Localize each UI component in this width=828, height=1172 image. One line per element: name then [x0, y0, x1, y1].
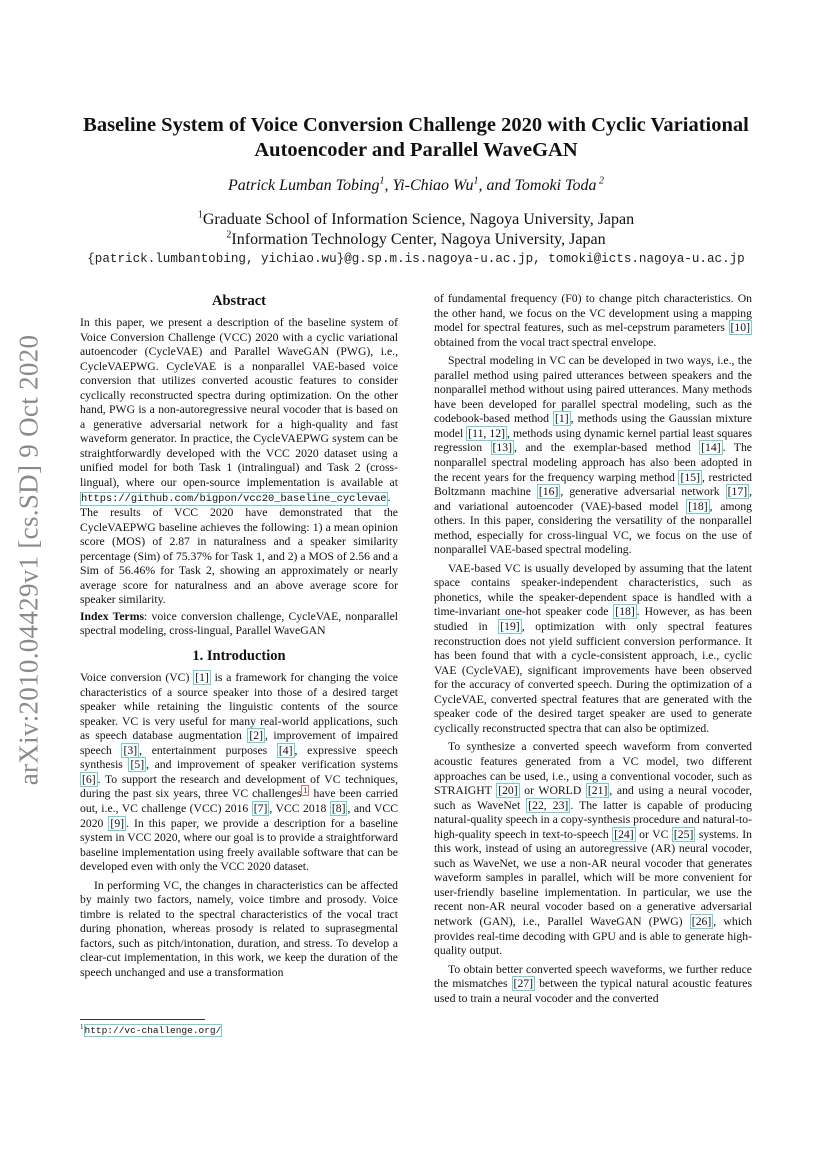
- text-run: , and variational autoencoder (VAE)-based model: [434, 485, 753, 513]
- author-emails: {patrick.lumbantobing, yichiao.wu}@g.sp.m.is.nagoya-u.ac.jp, tomoki@icts.nagoya-u.ac.jp: [87, 252, 745, 266]
- footnote-number: 1: [80, 1023, 84, 1031]
- text-run: To synthesize a converted speech waveform from converted acoustic features generated from a VC model, two different approaches can be used, i.e., using a conventional vocoder, such as STRAIGHT: [434, 740, 752, 798]
- author-3: Tomoki Toda: [514, 177, 597, 194]
- title-line-1: Baseline System of Voice Conversion Challenge 2020 with Cyclic Variational: [83, 114, 749, 136]
- citation-link[interactable]: [10]: [730, 321, 750, 335]
- abstract-text-2: . The results of VCC 2020 have demonstrated that the CycleVAEPWG baseline achieves the following: 1) a mean opinion score (MOS) of 2.87 in naturalness and a speaker similarity percentage (Sim) of 75.37% for Task 1, and 2) a MOS of 2.56 and a Sim of 56.46% for Task 2, showing an approximately or nearly average score for naturalness and an above average score for speaker similarity.: [80, 490, 398, 607]
- text-run: , restricted Boltzmann machine: [434, 470, 752, 499]
- text-run: , generative adversarial network: [560, 485, 726, 499]
- citation-link[interactable]: [27]: [513, 977, 534, 991]
- abstract-heading: Abstract: [212, 293, 266, 309]
- citation-link[interactable]: [18]: [615, 605, 635, 619]
- text-run: , optimization with only spectral features reconstruction does not yield sufficient conversion performance. It has been found that with a cycle-consistent approach, i.e., cyclic VAE (CycleVAE), significant improvements have been observed for the accuracy of converted speech. During the optimization of a CycleVAE, converted spectral features that are generated with the speaker code of the desired target speaker are used to generate cyclically reconstructed spectra that can also be optimized.: [434, 620, 752, 735]
- left-column: [80, 292, 398, 985]
- text-run: , VCC 2018: [269, 801, 330, 815]
- author-list: [60, 176, 772, 196]
- citation-link[interactable]: [22, 23]: [528, 798, 569, 812]
- citation-link[interactable]: [11, 12]: [468, 426, 505, 440]
- affiliation-1: [60, 210, 772, 230]
- text-run: VAE-based VC is usually developed by assuming that the latent space contains speaker-independent characteristics, such as phonetics, while the speaker-dependent space is handled with a time-invariant one-hot speaker code: [434, 561, 752, 619]
- text-run: systems. In this work, instead of using an autoregressive (AR) neural vocoder, such as WaveNet, we use a non-AR neural vocoder that generates waveform samples in parallel, which will be more convenient for user-friendly baseline implementation. In particular, we use the recent non-AR neural vocoder based on a generative adversarial network (GAN), i.e., Parallel WaveGAN (PWG): [434, 827, 753, 928]
- text-run: or VC: [635, 827, 672, 841]
- affiliation-2-text: Information Technology Center, Nagoya University, Japan: [231, 231, 606, 248]
- text-run: obtained from the vocal tract spectral envelope.: [434, 335, 657, 349]
- citation-link[interactable]: [19]: [500, 620, 520, 634]
- citation-link[interactable]: [8]: [331, 801, 346, 815]
- introduction-heading: 1. Introduction: [192, 648, 286, 665]
- citation-link[interactable]: [6]: [82, 772, 96, 786]
- citation-link[interactable]: [26]: [691, 914, 712, 928]
- footnote-link[interactable]: http://vc-challenge.org/: [84, 1025, 222, 1037]
- author-2-sup: 1: [473, 175, 479, 187]
- affiliation-1-text: Graduate School of Information Science, Nagoya University, Japan: [202, 211, 635, 228]
- citation-link[interactable]: [16]: [538, 485, 559, 499]
- author-2: Yi-Chiao Wu: [392, 177, 474, 194]
- citation-link[interactable]: [7]: [253, 801, 268, 815]
- footnote: [80, 1021, 222, 1037]
- right-column: [434, 292, 752, 1010]
- footnote-mark[interactable]: 1: [303, 785, 308, 795]
- arxiv-stamp: [6, 334, 52, 786]
- citation-link[interactable]: [24]: [614, 827, 634, 841]
- text-run: , entertainment purposes: [139, 743, 277, 757]
- footnote-rule: [80, 1019, 205, 1020]
- intro-paragraph-1: [80, 671, 398, 875]
- text-run: , and improvement of speaker verification systems: [146, 758, 399, 772]
- citation-link[interactable]: [2]: [249, 729, 263, 743]
- text-run: , and using a neural vocoder, such as WaveNet: [434, 784, 753, 812]
- author-1: Patrick Lumban Tobing: [228, 177, 380, 194]
- text-run: , expressive speech synthesis: [80, 743, 398, 772]
- right-paragraph-2: [434, 354, 752, 558]
- citation-link[interactable]: [14]: [701, 441, 721, 455]
- text-run: Spectral modeling in VC can be developed in two ways, i.e., the parallel method using paired utterances between speakers and the nonparallel method without using paired utterances. Many methods have been developed for parallel spectral modeling, such as the codebook-based method: [434, 354, 752, 426]
- index-terms: [80, 610, 398, 639]
- citation-link[interactable]: [9]: [110, 816, 125, 830]
- author-sep-1: ,: [384, 177, 393, 194]
- text-run: , methods using dynamic kernel partial least squares regression: [434, 426, 752, 455]
- right-paragraph-5: [434, 963, 752, 1007]
- text-run: . To support the research and development of VC techniques, during the past six years, three VC challenges: [80, 772, 398, 801]
- text-run: , and the exemplar-based method: [513, 441, 700, 455]
- affiliation-2: [60, 230, 772, 250]
- text-run: of fundamental frequency (F0) to change pitch characteristics. On the other hand, we focus on the VC development using a mapping model for spectral features, such as mel-cepstrum parameters: [434, 292, 752, 335]
- author-1-sup: 1: [379, 175, 385, 187]
- text-run: Voice conversion (VC): [80, 671, 194, 685]
- text-run: , methods using the Gaussian mixture model: [434, 412, 752, 440]
- text-run: . The latter is capable of producing natural-quality speech in a copy-synthesis procedure and natural-to-high-quality speech in text-to-speech: [434, 798, 752, 841]
- citation-link[interactable]: [15]: [680, 470, 700, 484]
- right-paragraph-3: [434, 562, 752, 737]
- author-sep-2: , and: [478, 177, 515, 194]
- text-run: have been carried out, i.e., VC challenge (VCC) 2016: [80, 787, 399, 815]
- citation-link[interactable]: [25]: [673, 827, 694, 841]
- abstract-text-1: In this paper, we present a description of the baseline system of Voice Conversion Challenge (VCC) 2020 with a cyclic variational autoencoder (CycleVAE) and Parallel WaveGAN (PWG), i.e., CycleVAEPWG. CycleVAE is a nonparallel VAE-based voice conversion that utilizes converted acoustic features to consider cyclically reconstructed spectra during optimization. On the other hand, PWG is a non-autoregressive neural vocoder that is based on a generative adversarial network for a high-quality and fast waveform generator. In practice, the CycleVAEPWG system can be straightforwardly developed with the VCC 2020 dataset using a unified model for both Task 1 (intralingual) and Task 2 (cross-lingual), where our open-source implementation is available at: [80, 316, 398, 490]
- index-terms-text: : voice conversion challenge, CycleVAE, nonparallel spectral modeling, cross-lingual, Parallel WaveGAN: [80, 609, 398, 638]
- text-run: , and VCC 2020: [80, 801, 398, 830]
- affiliation-2-sup: 2: [226, 229, 232, 241]
- citation-link[interactable]: [18]: [688, 499, 708, 513]
- text-run: . In this paper, we provide a description for a baseline system in VCC 2020, where our goal is to provide a straightforward baseline implementation using freely available software that can be developed even with only the VCC 2020 dataset.: [80, 816, 398, 874]
- citation-link[interactable]: [5]: [130, 758, 145, 772]
- text-run: or WORLD: [519, 784, 586, 798]
- citation-link[interactable]: [17]: [727, 485, 748, 499]
- right-paragraph-1: [434, 292, 752, 350]
- citation-link[interactable]: [20]: [498, 784, 518, 798]
- text-run: , improvement of impaired speech: [80, 729, 398, 757]
- text-run: . The nonparallel spectral modeling approach has also been adopted in the recent years for the frequency warping method: [434, 441, 752, 484]
- author-3-sup: 2: [596, 175, 604, 187]
- citation-link[interactable]: [1]: [195, 671, 209, 685]
- text-run: between the typical natural acoustic features used to train a neural vocoder and the converted: [434, 977, 753, 1005]
- right-paragraph-4: [434, 740, 752, 958]
- text-run: . However, as has been studied in: [434, 605, 752, 634]
- citation-link[interactable]: [1]: [555, 412, 569, 426]
- text-run: , which provides real-time decoding with GPU and is able to generate high-quality output.: [434, 914, 752, 958]
- intro-paragraph-2: In performing VC, the changes in characteristics can be affected by mainly two factors, namely, voice timbre and prosody. Voice timbre is related to the spectral characteristics of the vocal tract during phonation, whereas prosody is related to suprasegmental factors, such as pitch/intonation, duration, and stress. To develop a clear-cut implementation, in this work, we keep the duration of the speech unchanged and use a transformation: [80, 878, 398, 979]
- citation-link[interactable]: [3]: [123, 743, 138, 757]
- arxiv-stamp-text[interactable]: arXiv:2010.04429v1 [cs.SD] 9 Oct 2020: [13, 334, 44, 786]
- abstract-paragraph: [80, 316, 398, 608]
- title-line-2: Autoencoder and Parallel WaveGAN: [254, 139, 578, 161]
- code-repo-link[interactable]: https://github.com/bigpon/vcc20_baseline_cyclevae: [81, 492, 387, 505]
- text-run: , among others. In this paper, considering the versatility of the nonparallel method, especially for cross-lingual VC, we focus on the use of nonparallel VAE-based spectral modeling.: [434, 499, 753, 557]
- text-run: To obtain better converted speech waveforms, we further reduce the mismatches: [434, 962, 752, 991]
- paper-title: [60, 113, 772, 163]
- citation-link[interactable]: [21]: [587, 784, 608, 798]
- affiliation-1-sup: 1: [197, 209, 203, 221]
- citation-link[interactable]: [13]: [492, 441, 512, 455]
- citation-link[interactable]: [4]: [278, 743, 293, 757]
- text-run: is a framework for changing the voice characteristics of a source speaker into those of a desired target speaker while retaining the linguistic contents of the source speaker. VC is very useful for many real-world applications, such as speech database augmentation: [80, 671, 398, 743]
- index-terms-label: Index Terms: [80, 609, 144, 623]
